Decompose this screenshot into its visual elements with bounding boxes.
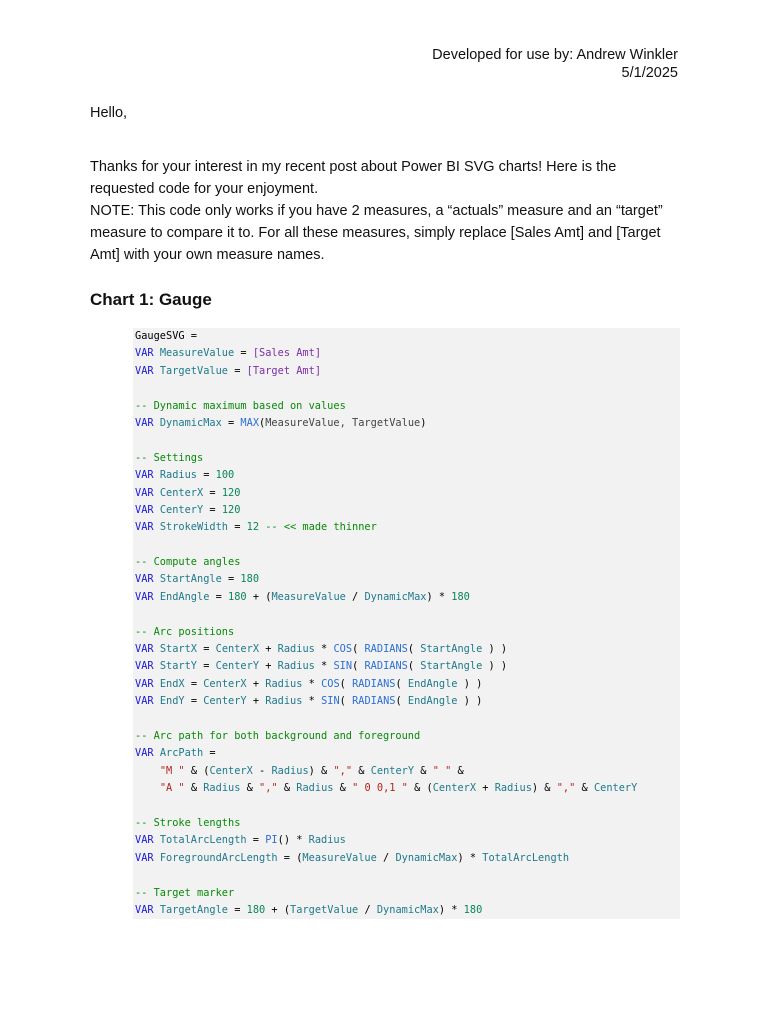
code-token: &: [184, 782, 204, 795]
code-line: [135, 867, 680, 884]
code-line: [135, 502, 680, 519]
code-token: + (: [246, 590, 272, 603]
code-line: [135, 693, 680, 710]
code-line: [135, 485, 680, 502]
code-block: [133, 328, 680, 919]
code-token: CenterY: [203, 695, 247, 708]
code-token: =: [184, 695, 204, 708]
code-token: VAR: [135, 677, 160, 690]
code-line: [135, 398, 680, 415]
document-header: [432, 46, 678, 82]
code-token: ",": [259, 782, 278, 795]
code-token: =: [246, 834, 266, 847]
code-token: &: [277, 782, 297, 795]
code-token: SIN: [321, 695, 340, 708]
code-token: -- Target marker: [135, 886, 235, 899]
code-token: +: [259, 660, 278, 673]
code-token: ) *: [457, 851, 483, 864]
code-token: 180: [228, 590, 247, 603]
code-line: [135, 815, 680, 832]
code-token: /: [345, 590, 365, 603]
code-token: &: [575, 782, 594, 795]
code-token: &: [240, 782, 260, 795]
code-token: COS: [321, 677, 340, 690]
code-token: /: [358, 903, 377, 916]
code-token: StartAngle: [420, 643, 483, 656]
code-token: =: [203, 747, 216, 760]
code-token: RADIANS: [352, 677, 396, 690]
code-token: CenterX: [432, 782, 477, 795]
code-token: -- Settings: [135, 451, 204, 464]
code-token: StartAngle: [159, 573, 222, 586]
code-token: " ": [432, 764, 452, 777]
code-token: *: [314, 660, 334, 673]
code-token: CenterY: [370, 764, 415, 777]
code-line: [135, 537, 680, 554]
code-token: =: [197, 469, 216, 482]
code-token: -- << made thinner: [259, 521, 377, 534]
code-token: (: [407, 643, 421, 656]
code-token: Radius: [277, 660, 315, 673]
code-line: [135, 328, 680, 345]
code-line: [135, 658, 680, 675]
code-token: Radius: [308, 834, 346, 847]
code-token: +: [246, 695, 266, 708]
code-token: (: [339, 695, 353, 708]
code-token: Radius: [296, 782, 334, 795]
code-token: DynamicMax: [159, 416, 222, 429]
code-token: VAR: [135, 573, 160, 586]
code-token: =: [228, 364, 247, 377]
code-token: "M ": [159, 764, 185, 777]
code-line: [135, 763, 680, 780]
code-line: [135, 745, 680, 762]
code-token: 120: [221, 486, 241, 499]
code-token: CenterX: [159, 486, 204, 499]
code-token: & (: [184, 764, 210, 777]
code-line: [135, 850, 680, 867]
code-token: &: [414, 764, 433, 777]
code-token: Radius: [159, 469, 198, 482]
code-token: RADIANS: [364, 643, 408, 656]
document-date: 5/1/2025: [621, 65, 678, 81]
code-token: MAX: [240, 416, 260, 429]
code-token: =: [221, 416, 241, 429]
code-token: & (: [407, 782, 433, 795]
code-token: =: [197, 660, 216, 673]
code-token: ",": [556, 782, 576, 795]
code-token: =: [203, 503, 222, 516]
code-token: 100: [215, 469, 235, 482]
intro-text: [90, 156, 682, 266]
intro-paragraph: Thanks for your interest in my recent post about Power BI SVG charts! Here is the requested code for your enjoyment.: [90, 159, 617, 197]
code-token: EndAngle: [159, 590, 210, 603]
code-token: 12: [246, 521, 260, 534]
code-token: EndY: [159, 695, 185, 708]
code-token: ForegroundArcLength: [159, 851, 278, 864]
code-token: CenterY: [593, 782, 638, 795]
code-token: ): [420, 416, 427, 429]
code-token: " 0 0,1 ": [352, 782, 408, 795]
code-token: =: [228, 521, 247, 534]
code-token: VAR: [135, 903, 160, 916]
code-line: [135, 345, 680, 362]
code-line: [135, 676, 680, 693]
code-token: ArcPath: [159, 747, 204, 760]
code-line: [135, 432, 680, 449]
code-token: (: [259, 416, 266, 429]
code-line: [135, 711, 680, 728]
code-token: VAR: [135, 747, 160, 760]
code-token: ) ): [457, 677, 483, 690]
code-token: [Target Amt]: [246, 364, 322, 377]
code-token: *: [302, 695, 322, 708]
code-line: [135, 589, 680, 606]
code-token: [135, 765, 160, 777]
code-token: PI: [265, 834, 278, 847]
code-token: *: [302, 677, 322, 690]
code-token: -- Arc path for both background and foreground: [135, 729, 421, 742]
code-token: +: [476, 782, 495, 795]
code-token: &: [352, 764, 371, 777]
code-token: MeasureValue: [159, 347, 235, 360]
code-token: DynamicMax: [395, 851, 458, 864]
code-token: TargetAngle: [159, 903, 229, 916]
code-token: VAR: [135, 503, 160, 516]
code-token: EndAngle: [407, 677, 458, 690]
code-token: VAR: [135, 469, 160, 482]
code-token: &: [333, 782, 353, 795]
code-token: TotalArcLength: [482, 851, 570, 864]
code-token: =: [203, 486, 222, 499]
code-line: [135, 641, 680, 658]
code-token: RADIANS: [352, 695, 396, 708]
code-token: VAR: [135, 695, 160, 708]
code-token: ) *: [426, 590, 452, 603]
code-token: CenterX: [215, 643, 260, 656]
code-token: -- Compute angles: [135, 556, 241, 569]
code-token: COS: [333, 643, 353, 656]
code-line: [135, 832, 680, 849]
code-line: [135, 554, 680, 571]
code-token: VAR: [135, 834, 160, 847]
code-line: [135, 902, 680, 919]
code-token: [Sales Amt]: [252, 347, 322, 360]
code-token: TotalArcLength: [159, 834, 247, 847]
code-token: &: [451, 764, 464, 777]
code-token: DynamicMax: [376, 903, 439, 916]
code-token: =: [209, 590, 229, 603]
code-token: GaugeSVG =: [135, 330, 197, 342]
code-token: Radius: [265, 677, 303, 690]
code-line: [135, 467, 680, 484]
code-line: [135, 728, 680, 745]
code-token: =: [184, 677, 204, 690]
code-token: ) &: [531, 782, 557, 795]
code-token: 120: [221, 503, 241, 516]
code-token: -- Arc positions: [135, 625, 235, 638]
code-line: [135, 798, 680, 815]
code-token: SIN: [333, 660, 353, 673]
code-token: TargetValue: [290, 903, 359, 916]
code-token: (: [339, 677, 353, 690]
section-title: Chart 1: Gauge: [90, 290, 212, 309]
code-token: [135, 782, 160, 794]
code-token: StartY: [159, 660, 198, 673]
code-token: VAR: [135, 590, 160, 603]
code-token: () *: [277, 834, 309, 847]
code-token: StartX: [159, 643, 198, 656]
code-token: CenterY: [159, 503, 204, 516]
code-line: [135, 606, 680, 623]
code-token: VAR: [135, 660, 160, 673]
code-token: EndAngle: [407, 695, 458, 708]
code-token: 180: [451, 590, 470, 603]
code-token: ) *: [438, 903, 464, 916]
code-token: MeasureValue: [302, 851, 377, 864]
code-token: VAR: [135, 347, 160, 360]
code-line: [135, 780, 680, 797]
code-lines: [133, 328, 680, 919]
code-token: ",": [333, 764, 353, 777]
code-token: StrokeWidth: [159, 521, 229, 534]
code-token: +: [259, 643, 278, 656]
code-token: Radius: [203, 782, 241, 795]
code-token: ) &: [308, 764, 334, 777]
code-line: [135, 415, 680, 432]
code-token: CenterX: [203, 677, 247, 690]
code-line: [135, 885, 680, 902]
code-token: Radius: [494, 782, 532, 795]
code-token: CenterY: [215, 660, 260, 673]
code-token: Radius: [271, 764, 309, 777]
developed-for-line: Developed for use by: Andrew Winkler: [432, 47, 678, 63]
code-token: 180: [463, 903, 483, 916]
code-token: MeasureValue: [271, 590, 346, 603]
code-line: [135, 571, 680, 588]
code-token: -: [252, 764, 272, 777]
code-token: VAR: [135, 851, 160, 864]
code-line: [135, 363, 680, 380]
code-token: =: [221, 573, 241, 586]
code-token: + (: [265, 903, 291, 916]
code-token: (: [407, 660, 421, 673]
code-token: DynamicMax: [364, 590, 427, 603]
code-token: VAR: [135, 416, 160, 429]
code-token: VAR: [135, 364, 160, 377]
code-token: ) ): [482, 643, 508, 656]
code-token: -- Dynamic maximum based on values: [135, 399, 346, 412]
code-line: [135, 624, 680, 641]
code-token: MeasureValue, TargetValue: [265, 416, 421, 429]
code-token: 180: [246, 903, 266, 916]
code-token: VAR: [135, 643, 160, 656]
code-token: =: [234, 347, 253, 360]
code-token: +: [246, 677, 266, 690]
code-token: CenterX: [209, 764, 253, 777]
code-token: Radius: [277, 643, 315, 656]
code-token: *: [314, 643, 334, 656]
code-token: ) ): [482, 660, 508, 673]
code-token: 180: [240, 573, 260, 586]
code-token: ) ): [457, 695, 483, 708]
code-token: "A ": [159, 782, 185, 795]
code-token: /: [376, 851, 396, 864]
code-line: [135, 450, 680, 467]
code-token: =: [197, 643, 216, 656]
code-token: =: [228, 903, 247, 916]
code-token: (: [395, 677, 408, 690]
code-token: StartAngle: [420, 660, 483, 673]
code-token: (: [395, 695, 408, 708]
greeting: Hello,: [90, 105, 128, 121]
code-token: -- Stroke lengths: [135, 816, 241, 829]
code-token: (: [352, 643, 365, 656]
code-token: (: [352, 660, 365, 673]
code-token: = (: [277, 851, 303, 864]
code-token: VAR: [135, 521, 160, 534]
code-token: EndX: [159, 677, 185, 690]
note-paragraph: NOTE: This code only works if you have 2 measures, a “actuals” measure and an “target” measure to compare it to. For all these measures, simply replace [Sales Amt] and [Target Amt] with your own measure names.: [90, 203, 663, 263]
code-token: Radius: [265, 695, 303, 708]
code-line: [135, 519, 680, 536]
code-token: TargetValue: [159, 364, 229, 377]
code-line: [135, 380, 680, 397]
code-token: VAR: [135, 486, 160, 499]
code-token: RADIANS: [364, 660, 408, 673]
